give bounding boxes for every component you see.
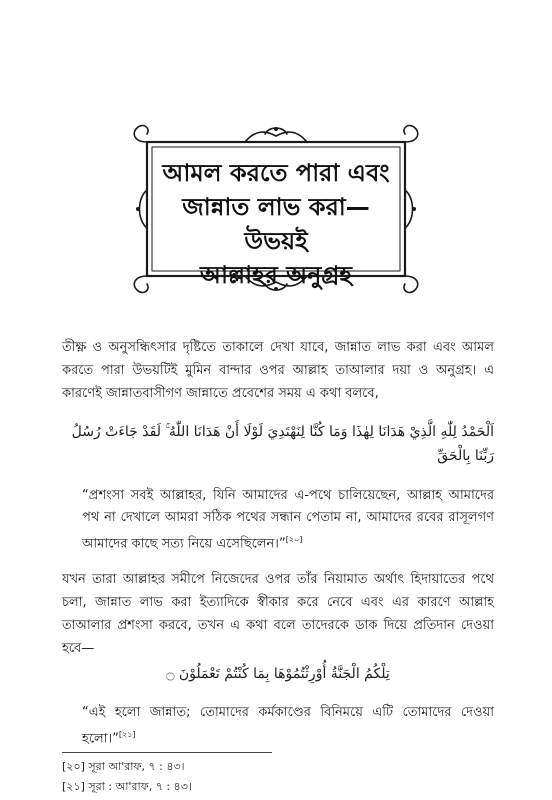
footnote-ref-20[interactable]: [২০] — [285, 535, 303, 544]
footnote-20: [২০] সূরা আ'রাফ, ৭ : ৪৩। — [62, 760, 185, 773]
quote-1-text: “প্রশংসা সবই আল্লাহর, যিনি আমাদের এ-পথে চালিয়েছেন, আল্লাহ আমাদের পথ না দেখালে আমরা সঠিক পথের সন্ধান পেতাম না, আমাদের রবের রাসূলগণ আমাদের কাছে সত্য নিয়ে এসেছিলেন।” — [82, 488, 494, 552]
arabic-verse-1: اَلْحَمْدُ لِلّٰهِ الَّذِيْ هَدَانَا لِهٰذَا وَمَا كُنَّا لِنَهْتَدِيَ لَوْلَا أَنْ هَدَانَا اللّٰهُ ۚ لَقَدْ جَاءَتْ رُسُلُ رَبِّنَا بِالْحَقِّ — [71, 424, 494, 464]
title-frame — [125, 120, 427, 298]
translation-quote-2 — [82, 702, 494, 750]
arabic-verse-2: تِلْكُمُ الْجَنَّةُ أُوْرِثْتُمُوْهَا بِمَا كُنْتُمْ تَعْمَلُوْنَ ۝ — [166, 666, 390, 682]
title-line-1: আমল করতে পারা এবং — [162, 159, 390, 187]
paragraph-1: তীক্ষ্ণ ও অনুসন্ধিৎসার দৃষ্টিতে তাকালে দেখা যাবে, জান্নাত লাভ করা এবং আমল করতে পারা উভয়টিই মুমিন বান্দার ওপর আল্লাহ তাআলার দয়া ও অনুগ্রহ। এ কারণেই জান্নাতবাসীগণ জান্নাতে প্রবেশের সময় এ কথা বলবে, — [62, 340, 494, 401]
footnote-divider — [62, 752, 272, 753]
paragraph-2: যখন তারা আল্লাহর সমীপে নিজেদের ওপর তাঁর নিয়ামাত অর্থাৎ হিদায়াতের পথে চলা, জান্নাত লাভ করা ইত্যাদিকে স্বীকার করে নেবে এবং এর কারণে আল্লাহ তাআলার প্রশংসা করবে, তখন এ কথা বলে তাদেরকে ডাক দিয়ে প্রতিদান দেওয়া হবে— — [62, 572, 494, 656]
footnote-ref-21[interactable]: [২১] — [118, 730, 136, 739]
title-line-3: আল্লাহর অনুগ্রহ — [200, 261, 352, 289]
footnote-21: [২১] সূরা : আ'রাফ, ৭ : ৪৩। — [62, 780, 192, 793]
translation-quote-1 — [82, 485, 494, 555]
page-title — [155, 156, 397, 292]
title-line-2: জান্নাত লাভ করা—উভয়ই — [182, 193, 370, 255]
quote-2-text: “এই হলো জান্নাত; তোমাদের কর্মকাণ্ডের বিনিময়ে এটি তোমাদের দেওয়া হলো।” — [82, 705, 494, 747]
